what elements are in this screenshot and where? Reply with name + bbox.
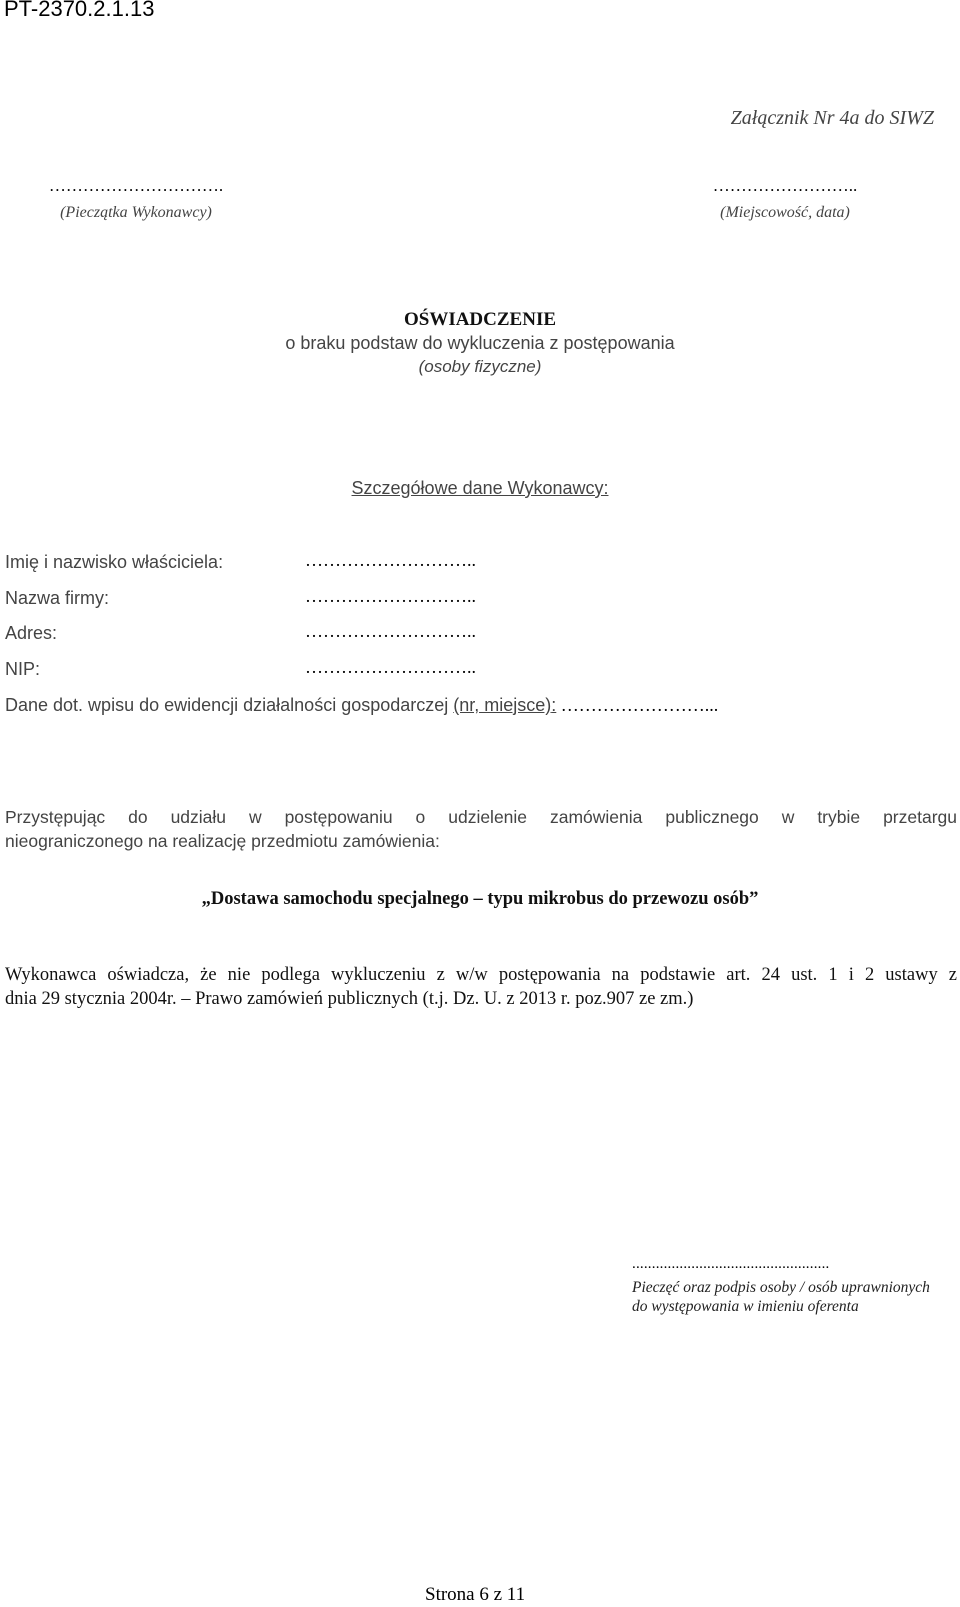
stamp-dots: ………………………….	[48, 176, 224, 195]
owner-name-label: Imię i nazwisko właściciela:	[5, 552, 224, 572]
address-value: ………………………..	[305, 621, 476, 641]
signature-caption-line-2: do występowania w imieniu oferenta	[632, 1298, 859, 1315]
document-reference: PT-2370.2.1.13	[4, 0, 155, 21]
document-subtitle: o braku podstaw do wykluczenia z postępowania	[285, 333, 675, 353]
document-note: (osoby fizyczne)	[418, 357, 542, 376]
registry-value: ……………………...	[556, 695, 719, 715]
signature-caption-line-1: Pieczęć oraz podpis osoby / osób uprawnionych	[632, 1279, 930, 1296]
registry-label-underlined: (nr, miejsce):	[453, 695, 557, 715]
annex-label: Załącznik Nr 4a do SIWZ	[730, 107, 934, 129]
owner-name-value: ………………………..	[305, 550, 476, 570]
page-number: Strona 6 z 11	[425, 1584, 526, 1605]
company-name-label: Nazwa firmy:	[5, 588, 110, 608]
place-date-dots: ……………………..	[712, 176, 858, 195]
registry-label: Dane dot. wpisu do ewidencji działalności gospodarczej	[5, 695, 454, 715]
statement-line-2: dnia 29 stycznia 2004r. – Prawo zamówień publicznych (t.j. Dz. U. z 2013 r. poz.907 ze zm.)	[5, 989, 694, 1009]
document-heading: OŚWIADCZENIE	[403, 309, 557, 330]
nip-value: ………………………..	[305, 657, 476, 677]
intro-line-1: Przystępując do udziału w postępowaniu o udzielenie zamówienia publicznego w trybie przetargu	[5, 807, 957, 827]
intro-line-2: nieograniczonego na realizację przedmiotu zamówienia:	[5, 831, 440, 851]
place-date-label: (Miejscowość, data)	[720, 204, 850, 221]
stamp-label: (Pieczątka Wykonawcy)	[60, 204, 212, 221]
registry-line	[5, 695, 718, 717]
address-label: Adres:	[5, 623, 58, 643]
company-name-value: ………………………..	[305, 586, 476, 606]
statement-line-1: Wykonawca oświadcza, że nie podlega wykluczeniu z w/w postępowania na podstawie art. 24 ust. 1 i 2 ustawy z	[5, 965, 957, 985]
order-subject: „Dostawa samochodu specjalnego – typu mikrobus do przewozu osób”	[201, 889, 759, 909]
signature-dots: ..................................................	[632, 1256, 830, 1272]
nip-label: NIP:	[5, 659, 41, 679]
details-section-title: Szczegółowe dane Wykonawcy:	[351, 478, 609, 498]
